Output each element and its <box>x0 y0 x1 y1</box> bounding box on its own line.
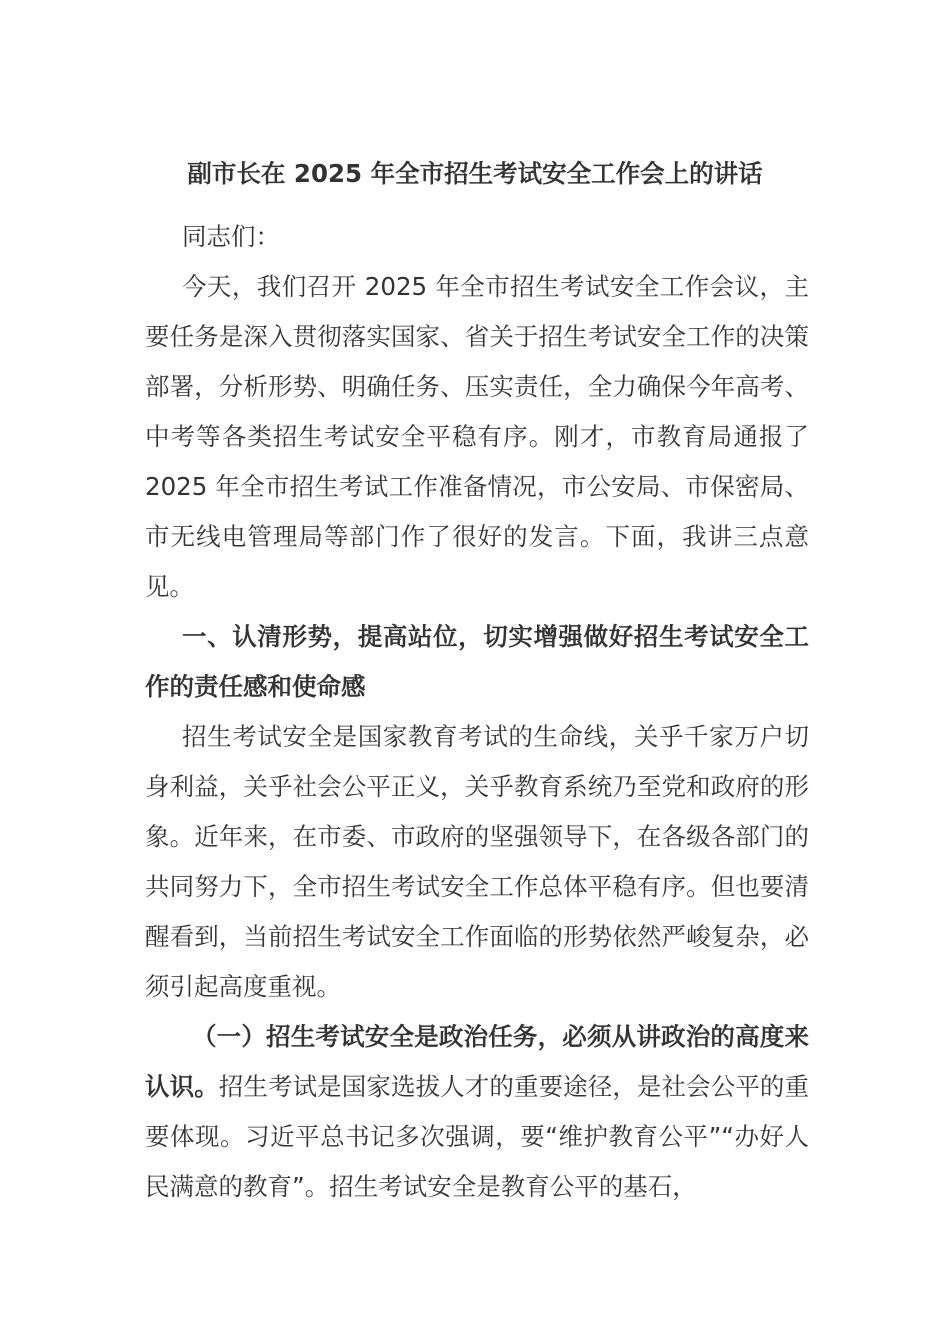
greeting: 同志们： <box>182 222 280 251</box>
section-1-paragraph: 招生考试安全是国家教育考试的生命线，关乎千家万户切身利益，关乎社会公平正义，关乎教育系统乃至党和政府的形象。近年来，在市委、市政府的坚强领导下，在各级各部门的共同努力下，全市招生考试安全工作总体平稳有序。但也要清醒看到，当前招生考试安全工作面临的形势依然严峻复杂，必须引起高度重视。 <box>145 722 809 1001</box>
document-body <box>145 212 809 1212</box>
document-title: 副市长在 2025 年全市招生考试安全工作会上的讲话 <box>187 159 763 188</box>
subsection-1-paragraph <box>145 1012 809 1212</box>
subsection-1-heading: （一）招生考试安全是政治任务，必须从讲政治的高度来认识。 <box>145 1022 809 1101</box>
subsection-1-text: 招生考试是国家选拔人才的重要途径，是社会公平的重要体现。习近平总书记多次强调，要“维护教育公平”“办好人民满意的教育”。招生考试安全是教育公平的基石， <box>145 1072 810 1201</box>
intro-paragraph: 今天，我们召开 2025 年全市招生考试安全工作会议，主要任务是深入贯彻落实国家、省关于招生考试安全工作的决策部署，分析形势、明确任务、压实责任，全力确保今年高考、中考等各类招生考试安全平稳有序。刚才，市教育局通报了 2025 年全市招生考试工作准备情况，市公安局、市保密局、市无线电管理局等部门作了很好的发言。下面，我讲三点意见。 <box>145 272 809 601</box>
section-1-heading: 一、认清形势，提高站位，切实增强做好招生考试安全工作的责任感和使命感 <box>145 622 809 701</box>
